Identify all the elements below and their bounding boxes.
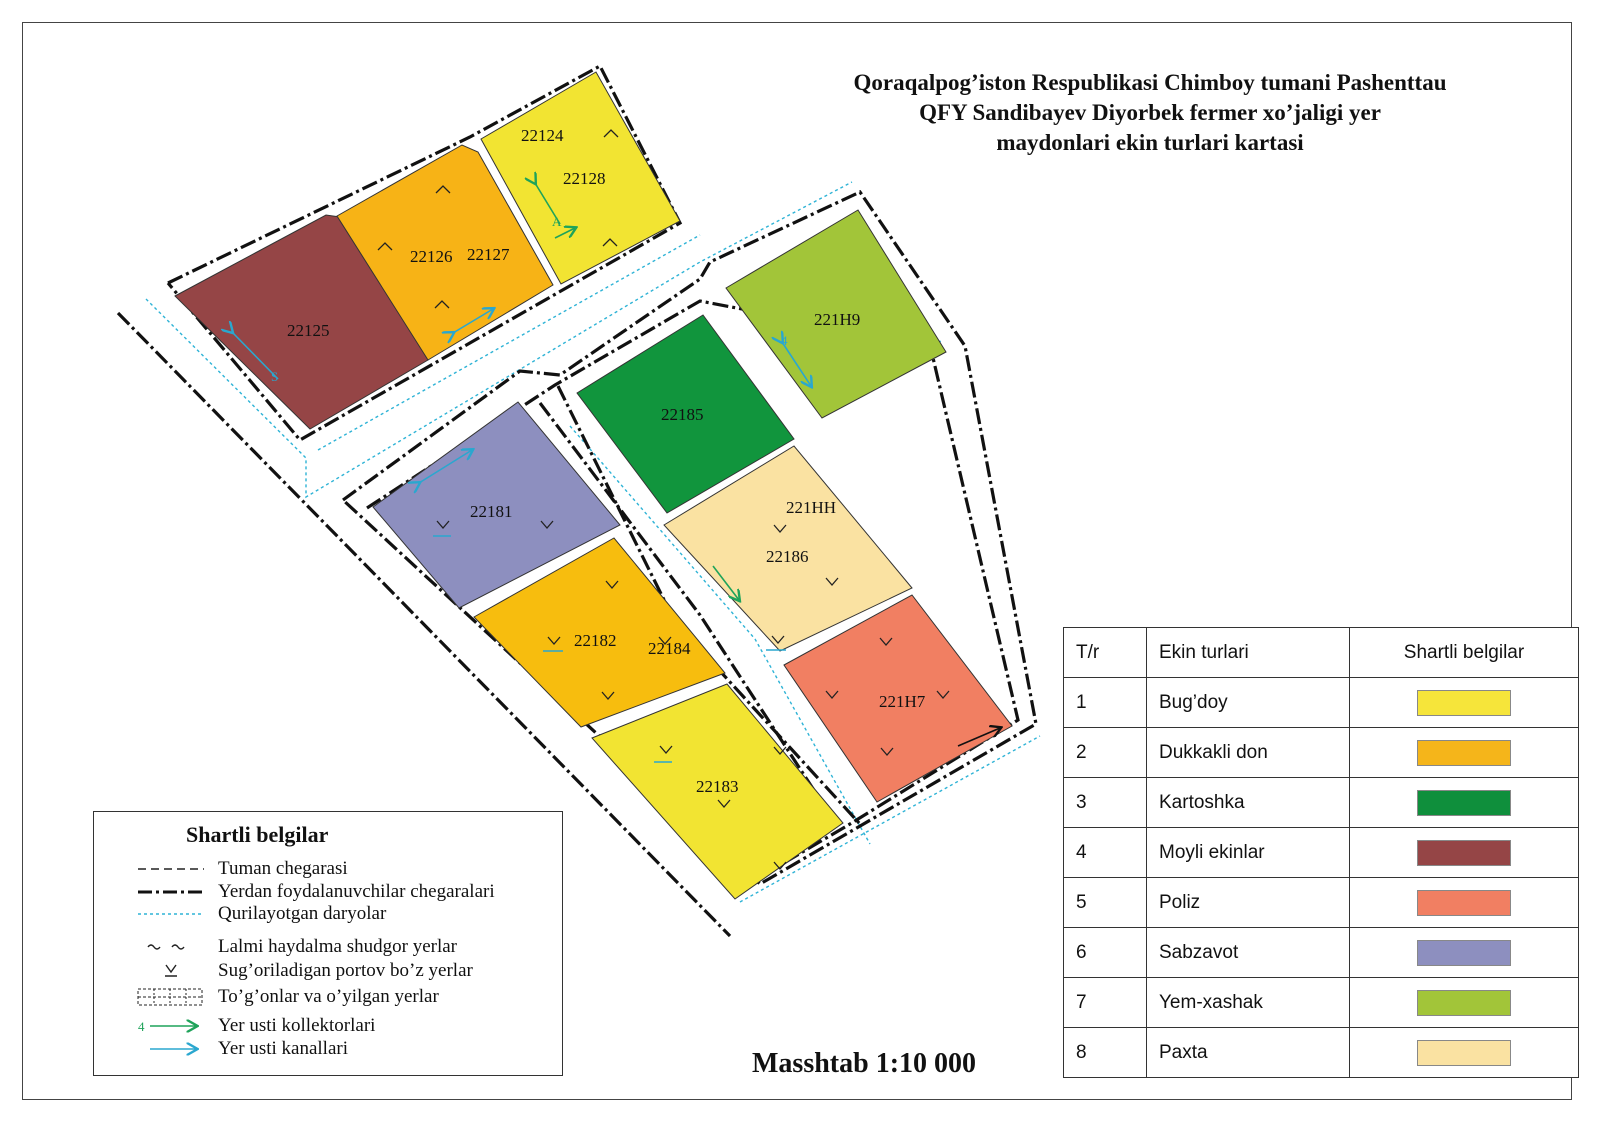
legend-item-tilled: Lalmi haydalma shudgor yerlar (94, 936, 562, 958)
label-22128: 22128 (563, 169, 606, 188)
label-22184: 22184 (648, 639, 691, 658)
legend-item-district-border: Tuman chegarasi (94, 858, 562, 880)
legend-item-collectors: 4 Yer usti kollektorlari (94, 1015, 562, 1037)
label-22185: 22185 (661, 405, 704, 424)
color-swatch (1417, 840, 1511, 866)
table-row: 8 Paxta (1064, 1028, 1579, 1078)
dashed-line-symbol (134, 858, 206, 880)
collector-4-label: 4 (781, 333, 788, 348)
legend-title: Shartli belgilar (186, 822, 329, 847)
color-swatch (1417, 790, 1511, 816)
dotted-blue-line-symbol (134, 903, 206, 925)
color-swatch (1417, 1040, 1511, 1066)
table-row: 6 Sabzavot (1064, 928, 1579, 978)
color-swatch (1417, 940, 1511, 966)
table-row: 1 Bug’doy (1064, 678, 1579, 728)
label-22127: 22127 (467, 245, 510, 264)
label-22125: 22125 (287, 321, 330, 340)
legend-item-irrigated: Sug’oriladigan portov bo’z yerlar (94, 960, 562, 982)
crop-types-table (1063, 627, 1579, 1078)
fields (175, 72, 1012, 899)
legend-item-user-border: Yerdan foydalanuvchilar chegaralari (94, 881, 562, 903)
label-22124: 22124 (521, 126, 564, 145)
v-underline-symbol (134, 960, 206, 982)
label-221HH: 221HH (786, 498, 837, 517)
label-22126: 22126 (410, 247, 453, 266)
title-line-3: maydonlari ekin turlari kartasi (996, 130, 1304, 155)
label-221H9: 221H9 (814, 310, 861, 329)
svg-text:4: 4 (138, 1019, 145, 1034)
color-swatch (1417, 690, 1511, 716)
legend-item-canals: Yer usti kanallari (94, 1038, 562, 1060)
table-row: 2 Dukkakli don (1064, 728, 1579, 778)
table-row: 3 Kartoshka (1064, 778, 1579, 828)
map-scale: Masshtab 1:10 000 (752, 1048, 977, 1079)
map-title (770, 68, 1530, 158)
legend-item-dams: To’g’onlar va o’yilgan yerlar (94, 986, 562, 1008)
title-line-1: Qoraqalpog’iston Respublikasi Chimboy tumani Pashenttau (853, 70, 1447, 95)
label-22182: 22182 (574, 631, 617, 650)
col-header-number: T/r (1064, 628, 1147, 678)
blue-arrow-symbol (134, 1038, 206, 1060)
title-line-2: QFY Sandibayev Diyorbek fermer xo’jaligi yer (919, 100, 1381, 125)
dash-dot-line-symbol (134, 881, 206, 903)
label-221H7: 221H7 (879, 692, 926, 711)
symbols-legend (93, 811, 563, 1076)
table-row: 7 Yem-xashak (1064, 978, 1579, 1028)
label-22181: 22181 (470, 502, 513, 521)
table-row: 4 Moyli ekinlar (1064, 828, 1579, 878)
tilde-marks-symbol (134, 936, 206, 958)
color-swatch (1417, 990, 1511, 1016)
label-22186: 22186 (766, 547, 809, 566)
dotted-grid-symbol (134, 986, 206, 1008)
label-22183: 22183 (696, 777, 739, 796)
color-swatch (1417, 890, 1511, 916)
green-arrow-symbol (134, 1015, 206, 1037)
collector-s-label: S (271, 369, 279, 384)
col-header-crop: Ekin turlari (1147, 628, 1350, 678)
color-swatch (1417, 740, 1511, 766)
col-header-symbol: Shartli belgilar (1350, 628, 1579, 678)
legend-item-rivers: Qurilayotgan daryolar (94, 903, 562, 925)
collector-a-label: A (552, 214, 562, 229)
table-header-row (1064, 628, 1579, 678)
table-row: 5 Poliz (1064, 878, 1579, 928)
